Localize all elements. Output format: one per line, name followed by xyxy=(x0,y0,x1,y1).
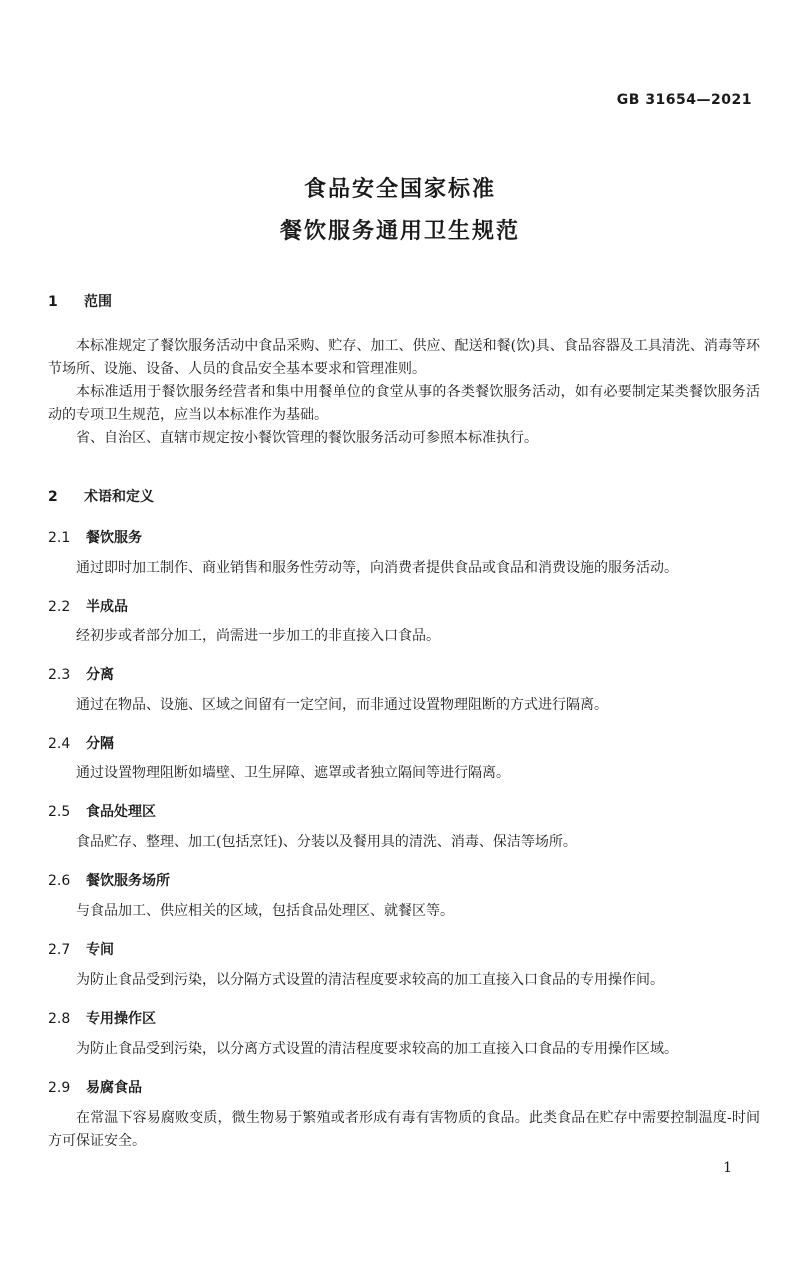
section-title: 范围 xyxy=(84,294,112,310)
term-title: 易腐食品 xyxy=(86,1080,142,1096)
term-definition: 通过在物品、设施、区域之间留有一定空间，而非通过设置物理阻断的方式进行隔离。 xyxy=(76,697,608,713)
term-definition: 经初步或者部分加工，尚需进一步加工的非直接入口食品。 xyxy=(76,628,440,644)
term-number: 2.2 xyxy=(48,599,71,615)
term-title: 食品处理区 xyxy=(86,804,156,820)
scope-paragraph-3: 省、自治区、直辖市规定按小餐饮管理的餐饮服务活动可参照本标准执行。 xyxy=(76,430,538,446)
term-definition: 在常温下容易腐败变质，微生物易于繁殖或者形成有毒有害物质的食品。此类食品在贮存中需要控制温度-时间方可保证安全。 xyxy=(48,1110,760,1149)
term-definition: 为防止食品受到污染，以分离方式设置的清洁程度要求较高的加工直接入口食品的专用操作区域。 xyxy=(76,1041,678,1057)
term-number: 2.5 xyxy=(48,804,71,820)
section-number: 1 xyxy=(48,294,58,310)
term-title: 分离 xyxy=(86,667,114,683)
term-title: 半成品 xyxy=(86,599,128,615)
term-definition: 通过设置物理阻断如墙壁、卫生屏障、遮罩或者独立隔间等进行隔离。 xyxy=(76,765,510,781)
term-number: 2.6 xyxy=(48,873,71,889)
term-definition: 为防止食品受到污染，以分隔方式设置的清洁程度要求较高的加工直接入口食品的专用操作间。 xyxy=(76,972,664,988)
term-heading xyxy=(48,733,114,753)
term-heading xyxy=(48,596,128,616)
term-heading xyxy=(48,664,114,684)
page-number: 1 xyxy=(723,1160,732,1176)
term-definition: 通过即时加工制作、商业销售和服务性劳动等，向消费者提供食品或食品和消费设施的服务活动。 xyxy=(76,560,678,576)
term-definition: 与食品加工、供应相关的区域，包括食品处理区、就餐区等。 xyxy=(76,903,454,919)
term-number: 2.4 xyxy=(48,736,71,752)
section-heading-scope xyxy=(48,291,112,311)
term-title: 分隔 xyxy=(86,736,114,752)
document-title-line2: 餐饮服务通用卫生规范 xyxy=(279,219,520,244)
scope-paragraph-2: 本标准适用于餐饮服务经营者和集中用餐单位的食堂从事的各类餐饮服务活动，如有必要制定某类餐饮服务活动的专项卫生规范，应当以本标准作为基础。 xyxy=(48,384,760,423)
section-heading-terms xyxy=(48,486,154,506)
term-number: 2.9 xyxy=(48,1080,71,1096)
term-heading xyxy=(48,870,170,890)
term-heading xyxy=(48,939,114,959)
section-number: 2 xyxy=(48,489,58,505)
term-title: 餐饮服务 xyxy=(86,530,142,546)
term-title: 专间 xyxy=(86,942,114,958)
term-title: 餐饮服务场所 xyxy=(86,873,170,889)
term-number: 2.3 xyxy=(48,667,71,683)
term-heading xyxy=(48,801,156,821)
term-number: 2.1 xyxy=(48,530,71,546)
term-definition: 食品贮存、整理、加工(包括烹饪)、分装以及餐用具的清洗、消毒、保洁等场所。 xyxy=(76,834,577,850)
term-heading xyxy=(48,1077,142,1097)
term-number: 2.8 xyxy=(48,1011,71,1027)
term-number: 2.7 xyxy=(48,942,71,958)
scope-paragraph-1: 本标准规定了餐饮服务活动中食品采购、贮存、加工、供应、配送和餐(饮)具、食品容器及工具清洗、消毒等环节场所、设施、设备、人员的食品安全基本要求和管理准则。 xyxy=(48,338,760,377)
document-title-line1: 食品安全国家标准 xyxy=(303,177,496,202)
term-heading xyxy=(48,1008,156,1028)
term-heading xyxy=(48,527,142,547)
section-title: 术语和定义 xyxy=(84,489,154,505)
term-title: 专用操作区 xyxy=(86,1011,156,1027)
document-code: GB 31654—2021 xyxy=(616,92,752,108)
